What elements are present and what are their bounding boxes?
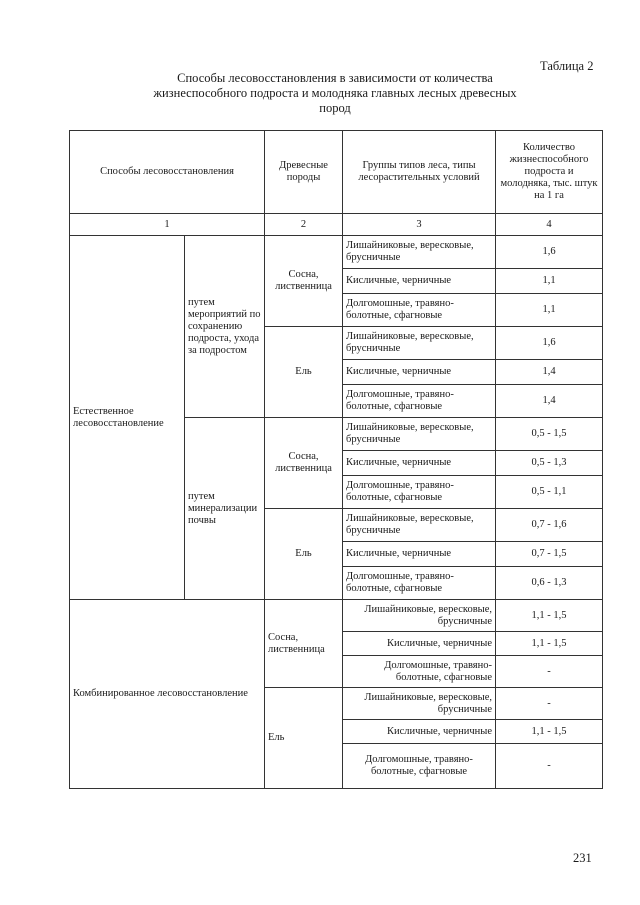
column-number: 2: [265, 214, 343, 236]
species-cell: Сосна, лиственница: [265, 236, 343, 327]
document-title: Способы лесовосстановления в зависимости от количества жизнеспособного подроста и молодняка главных лесных древесных пород: [153, 71, 517, 115]
condition-cell: Кисличные, черничные: [343, 451, 496, 476]
condition-cell: Долгомошные, травяно-болотные, сфагновые: [343, 385, 496, 418]
species-cell: Ель: [265, 688, 343, 789]
method-cell: Комбинированное лесовосстановление: [70, 600, 265, 789]
header-conditions: Группы типов леса, типы лесорастительных условий: [343, 131, 496, 214]
table-row: [70, 236, 603, 269]
quantity-cell: 1,4: [496, 360, 603, 385]
quantity-cell: 1,1 - 1,5: [496, 632, 603, 656]
quantity-cell: 0,6 - 1,3: [496, 567, 603, 600]
quantity-cell: 0,5 - 1,1: [496, 476, 603, 509]
species-cell: Ель: [265, 509, 343, 600]
reforestation-table: [69, 130, 603, 789]
condition-cell: Лишайниковые, вересковые, брусничные: [343, 509, 496, 542]
condition-cell: Лишайниковые, вересковые, брусничные: [343, 688, 496, 720]
quantity-cell: 1,4: [496, 385, 603, 418]
column-number: 4: [496, 214, 603, 236]
quantity-cell: 0,7 - 1,6: [496, 509, 603, 542]
condition-cell: Долгомошные, травяно-болотные, сфагновые: [343, 744, 496, 789]
quantity-cell: 1,1 - 1,5: [496, 600, 603, 632]
quantity-cell: 0,5 - 1,3: [496, 451, 603, 476]
condition-cell: Кисличные, черничные: [343, 720, 496, 744]
species-cell: Ель: [265, 327, 343, 418]
header-species: Древесные породы: [265, 131, 343, 214]
quantity-cell: -: [496, 688, 603, 720]
quantity-cell: 0,5 - 1,5: [496, 418, 603, 451]
condition-cell: Долгомошные, травяно-болотные, сфагновые: [343, 294, 496, 327]
quantity-cell: 1,6: [496, 327, 603, 360]
condition-cell: Лишайниковые, вересковые, брусничные: [343, 600, 496, 632]
condition-cell: Кисличные, черничные: [343, 632, 496, 656]
quantity-cell: 1,6: [496, 236, 603, 269]
quantity-cell: -: [496, 744, 603, 789]
condition-cell: Лишайниковые, вересковые, брусничные: [343, 418, 496, 451]
header-row: [70, 131, 603, 214]
header-quantity: Количество жизнеспособного подроста и молодняка, тыс. штук на 1 га: [496, 131, 603, 214]
condition-cell: Долгомошные, травяно-болотные, сфагновые: [343, 656, 496, 688]
condition-cell: Кисличные, черничные: [343, 360, 496, 385]
header-method: Способы лесовосстановления: [70, 131, 265, 214]
quantity-cell: 1,1: [496, 269, 603, 294]
quantity-cell: 0,7 - 1,5: [496, 542, 603, 567]
condition-cell: Кисличные, черничные: [343, 542, 496, 567]
column-number: 3: [343, 214, 496, 236]
condition-cell: Лишайниковые, вересковые, брусничные: [343, 236, 496, 269]
subgroup-cell: путем мероприятий по сохранению подроста, ухода за подростом: [185, 236, 265, 418]
table-label: Таблица 2: [540, 59, 594, 73]
species-cell: Сосна, лиственница: [265, 600, 343, 688]
column-number: 1: [70, 214, 265, 236]
column-number-row: [70, 214, 603, 236]
condition-cell: Лишайниковые, вересковые, брусничные: [343, 327, 496, 360]
page-number: 231: [573, 851, 592, 865]
quantity-cell: -: [496, 656, 603, 688]
condition-cell: Долгомошные, травяно-болотные, сфагновые: [343, 476, 496, 509]
method-cell: Естественное лесовосстановление: [70, 236, 185, 600]
subgroup-cell: путем минерализации почвы: [185, 418, 265, 600]
quantity-cell: 1,1: [496, 294, 603, 327]
condition-cell: Кисличные, черничные: [343, 269, 496, 294]
table-row: [70, 600, 603, 632]
species-cell: Сосна, лиственница: [265, 418, 343, 509]
condition-cell: Долгомошные, травяно-болотные, сфагновые: [343, 567, 496, 600]
quantity-cell: 1,1 - 1,5: [496, 720, 603, 744]
